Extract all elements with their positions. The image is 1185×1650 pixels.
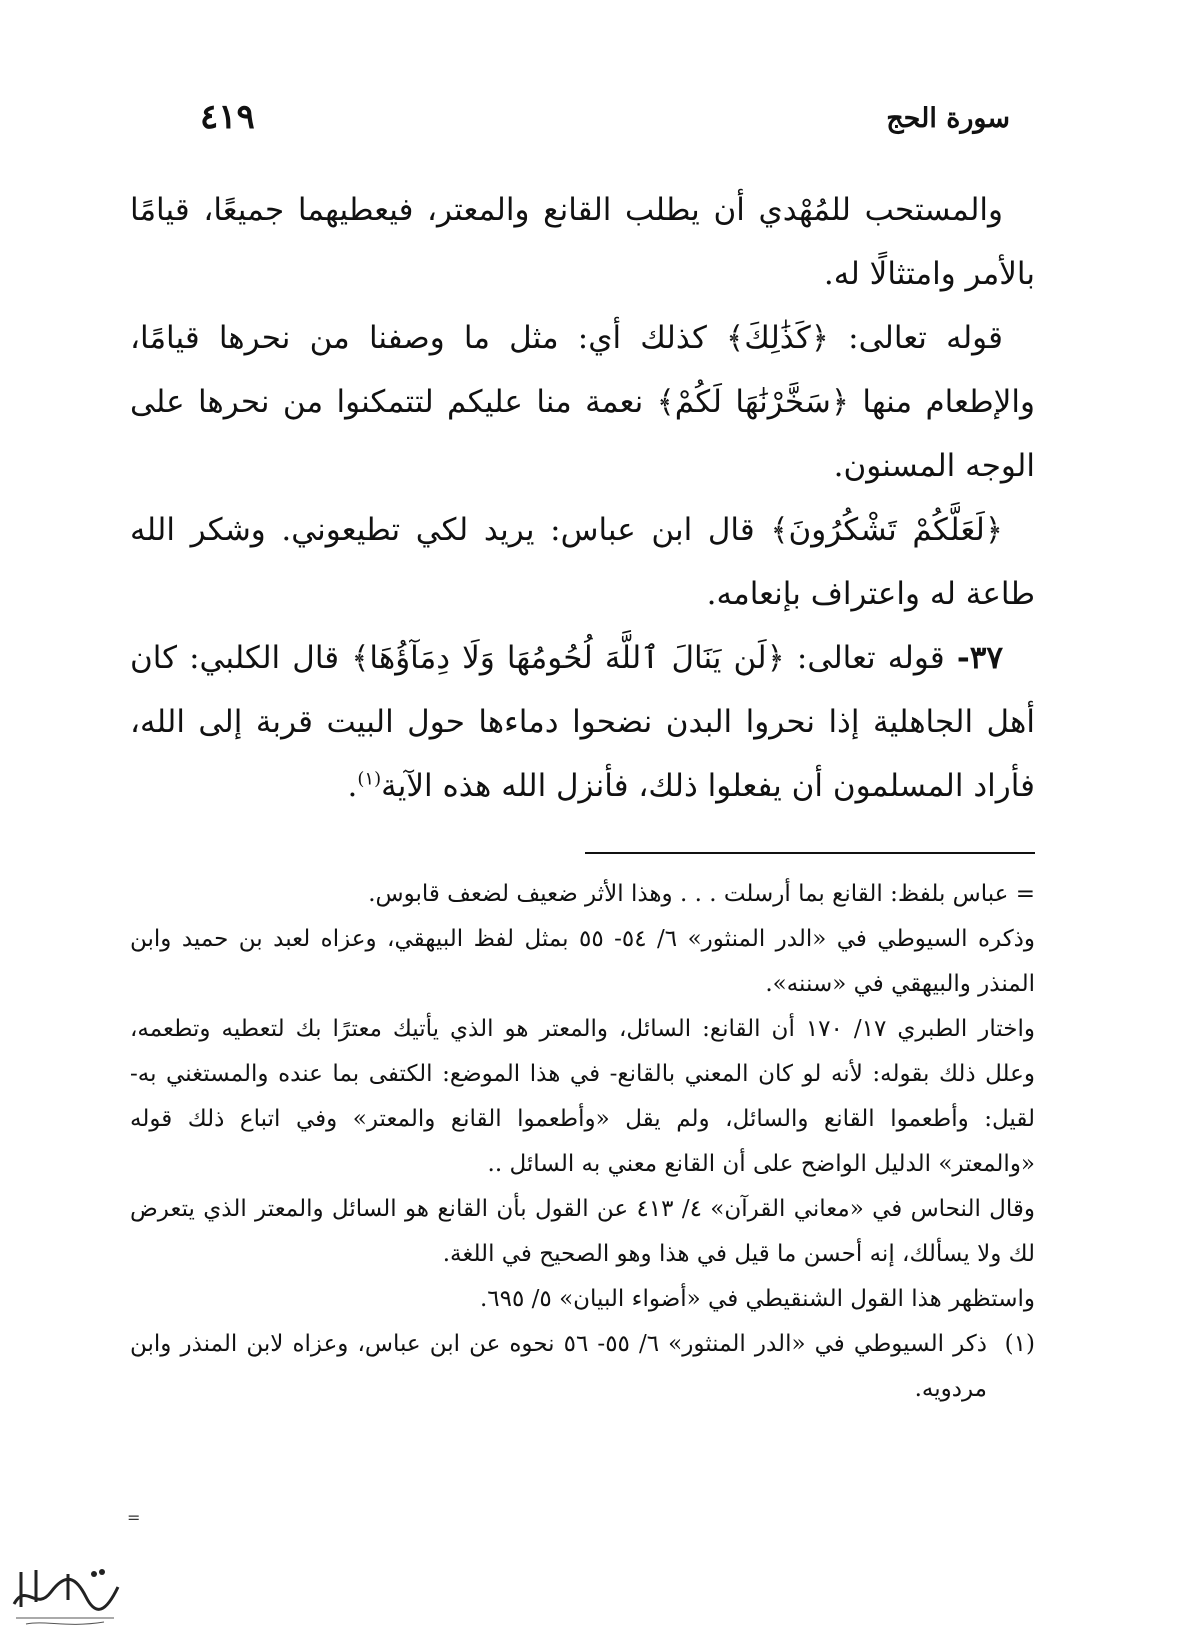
quran-quote-sakhkharnaha: ﴿سَخَّرْنَٰهَا لَكُمْ﴾ bbox=[656, 384, 849, 420]
footnote-1-text: ذكر السيوطي في «الدر المنثور» ٦/ ٥٥- ٥٦ نحوه عن ابن عباس، وعزاه لابن المنذر وابن مردويه. bbox=[130, 1331, 987, 1402]
page-header bbox=[200, 95, 1010, 145]
continuation-mark: = bbox=[127, 1508, 141, 1527]
footnote-shinqiti: واستظهر هذا القول الشنقيطي في «أضواء البيان» ٥/ ٦٩٥. bbox=[479, 1286, 1035, 1312]
p2-text-b: كذلك أي: مثل ما وصفنا من نحرها قيامًا، والإطعام منها bbox=[130, 320, 1035, 420]
footnote-ref: (١) bbox=[357, 768, 382, 790]
verse-number: ٣٧- bbox=[956, 640, 1004, 676]
footnotes bbox=[130, 872, 1035, 1412]
p4-text-b: قال الكلبي: كان أهل الجاهلية إذا نحروا البدن نضحوا دماءها حول البيت قربة إلى الله، فأراد المسلمون أن يفعلوا ذلك، فأنزل الله هذه الآية bbox=[130, 640, 1035, 804]
footnote-tabari: واختار الطبري ١٧/ ١٧٠ أن القانع: السائل، والمعتر هو الذي يأتيك معترًا بك لتعطيه وتطعمه، وعلل ذلك بقوله: لأنه لو كان المعني بالقانع- في هذا الموضع: الكتفى بما عنده والمستغني به- لقيل: وأطعموا القانع والسائل، ولم يقل «وأطعموا القانع والمعتر» وفي اتباع ذلك قوله «والمعتر» الدليل الواضح على أن القانع معني به السائل .. bbox=[130, 1016, 1036, 1177]
p2-text-c: نعمة منا عليكم لتتمكنوا من نحرها على الوجه المسنون. bbox=[130, 384, 1035, 484]
footnote-divider bbox=[585, 852, 1035, 854]
p2-text-a: قوله تعالى: bbox=[828, 320, 1003, 356]
surah-title: سورة الحج bbox=[886, 103, 1010, 134]
quran-quote-tashkurun: ﴿لَعَلَّكُمْ تَشْكُرُونَ﴾ bbox=[770, 512, 1004, 548]
main-text bbox=[130, 178, 1035, 818]
quran-quote-lan-yanal: ﴿لَن يَنَالَ ٱللَّهَ لُحُومُهَا وَلَا دِمَآؤُهَا﴾ bbox=[351, 640, 785, 676]
footnote-1-marker: (١) bbox=[1004, 1331, 1035, 1357]
p4-end: . bbox=[347, 768, 358, 804]
quran-quote-kadhalika: ﴿كَذَٰلِكَ﴾ bbox=[726, 320, 829, 356]
page-number: ٤١٩ bbox=[200, 97, 255, 137]
paragraph-4 bbox=[130, 626, 1035, 818]
publisher-logo bbox=[6, 1552, 124, 1630]
footnote-continuation: = عباس بلفظ: القانع بما أرسلت . . . وهذا الأثر ضعيف لضعف قابوس. bbox=[368, 881, 1035, 907]
paragraph-2 bbox=[130, 306, 1035, 498]
p4-text-a: قوله تعالى: bbox=[784, 640, 957, 676]
paragraph-3 bbox=[130, 498, 1035, 626]
p3-text: قال ابن عباس: يريد لكي تطيعوني. وشكر الله طاعة له واعتراف بإنعامه. bbox=[130, 512, 1035, 612]
footnote-nahhas: وقال النحاس في «معاني القرآن» ٤/ ٤١٣ عن القول بأن القانع هو السائل والمعتر الذي يتعرض لك ولا يسألك، إنه أحسن ما قيل في هذا وهو الصحيح في اللغة. bbox=[130, 1196, 1035, 1267]
footnote-1 bbox=[130, 1322, 1035, 1412]
footnote-suyuti: وذكره السيوطي في «الدر المنثور» ٦/ ٥٤- ٥٥ بمثل لفظ البيهقي، وعزاه لعبد بن حميد وابن المنذر والبيهقي في «سننه». bbox=[130, 926, 1035, 997]
paragraph-1: والمستحب للمُهْدي أن يطلب القانع والمعتر، فيعطيهما جميعًا، قيامًا بالأمر وامتثالًا له. bbox=[130, 192, 1035, 292]
